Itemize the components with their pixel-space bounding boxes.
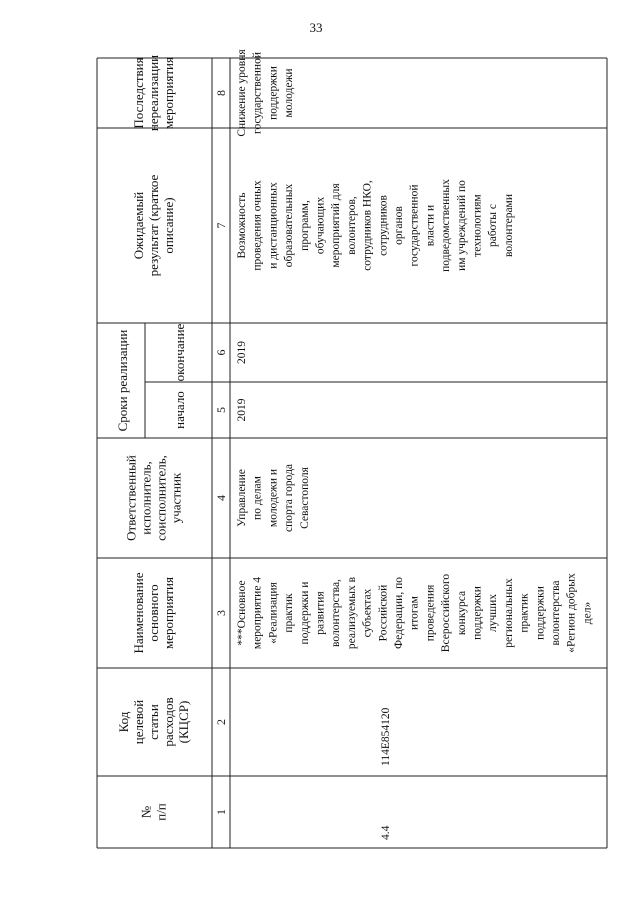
row-name-line: Российской	[377, 584, 390, 642]
header-c8-line: нереализации	[146, 54, 161, 132]
row-start-year: 2019	[236, 398, 248, 422]
table-rotated-group	[97, 49, 607, 848]
row-name-line: лучших	[487, 593, 500, 633]
row-responsible-line: спорта города	[283, 463, 296, 533]
row-name-line: проведения	[424, 584, 437, 642]
row-name-line: развития	[314, 591, 327, 635]
row-name-line: реализуемых в	[345, 576, 358, 650]
row-result-line: работы с	[487, 203, 500, 248]
row-name-line: итогам	[408, 596, 421, 630]
column-number: 7	[214, 222, 228, 229]
row-consequence-line: Снижение уровня	[236, 49, 248, 137]
column-number: 2	[214, 719, 228, 725]
header-c4-line: соисполнитель,	[153, 455, 169, 541]
row-name-line: Федерации, по	[393, 577, 405, 649]
header-c2-line: расходов	[161, 697, 176, 747]
row-name-line: региональных	[502, 578, 515, 648]
row-name-line: практик	[518, 593, 531, 633]
row-name-line: волонтерства,	[330, 579, 343, 647]
header-c1-line: п/п	[153, 803, 169, 821]
header-c4-line: участник	[168, 472, 184, 524]
row-name-line: конкурса	[455, 590, 468, 636]
header-start: начало	[172, 391, 187, 429]
row-result-line: органов	[393, 206, 405, 245]
row-result-line: Возможность	[236, 192, 248, 259]
row-consequence-line: государственной	[251, 52, 264, 134]
row-name-line: мероприятие 4	[251, 576, 264, 650]
row-code: 114Е854120	[380, 707, 392, 766]
row-result-line: технологиям	[471, 194, 484, 257]
header-c2-line: Код	[116, 711, 131, 733]
header-c4-line: исполнитель,	[138, 461, 154, 535]
row-responsible-line: Севастополя	[298, 467, 311, 529]
table-text	[115, 49, 593, 840]
header-c8-line: мероприятия	[161, 56, 176, 130]
column-number: 6	[214, 349, 228, 356]
header-c2-line: (КЦСР)	[176, 700, 191, 744]
row-result-line: обучающих	[314, 196, 327, 255]
header-end: окончание	[172, 323, 187, 382]
header-c3-line: основного	[146, 584, 161, 642]
row-name-line: поддержки	[471, 586, 484, 640]
row-name-line: «Реализация	[267, 582, 280, 644]
header-c2-line: целевой	[131, 699, 146, 745]
row-name-line: поддержки	[534, 586, 547, 640]
row-result-line: программ,	[298, 200, 311, 251]
row-name-line: практик	[283, 593, 296, 633]
header-c7-line: результат (краткое	[146, 174, 161, 277]
header-c2-line: статьи	[146, 704, 161, 740]
row-result-line: власти и	[424, 204, 437, 247]
column-number: 1	[214, 809, 228, 815]
row-name-line: ***Основное	[236, 580, 248, 646]
row-result-line: и дистанционных	[267, 182, 280, 269]
row-result-line: волонтеров,	[345, 196, 358, 255]
row-name-line: «Регион добрых	[565, 573, 578, 653]
row-name-line: поддержки и	[298, 581, 311, 645]
row-consequence-line: поддержки	[267, 66, 280, 120]
row-name-line: Всероссийского	[440, 573, 453, 653]
column-number: 4	[214, 495, 228, 501]
header-c3-line: мероприятия	[161, 576, 176, 650]
column-number: 8	[214, 90, 228, 96]
row-end-year: 2019	[236, 341, 248, 364]
row-responsible-line: молодежи и	[267, 468, 280, 528]
row-result-line: им учреждений по	[455, 180, 468, 271]
row-result-line: сотрудников	[377, 195, 390, 256]
row-name-line: субъектах	[361, 588, 374, 638]
header-c3-line: Наименование	[131, 572, 146, 654]
row-name-line: дел»	[581, 601, 594, 625]
header-c7-line: Ожидаемый	[131, 191, 146, 260]
header-c1-line: №	[138, 805, 154, 819]
row-responsible-line: Управление	[236, 469, 248, 527]
row-result-line: волонтерами	[502, 193, 515, 258]
column-number: 3	[214, 610, 228, 616]
header-sroki: Сроки реализации	[115, 329, 130, 432]
header-c7-line: описание)	[161, 197, 176, 254]
row-result-line: мероприятий для	[330, 183, 343, 268]
header-c8-line: Последствия	[131, 57, 146, 129]
row-consequence-line: молодежи	[283, 68, 296, 118]
row-result-line: образовательных	[283, 183, 296, 268]
row-result-line: проведения очных	[251, 180, 264, 271]
header-c4-line: Ответственный	[123, 455, 139, 541]
row-responsible-line: по делам	[251, 476, 264, 520]
page-number: 33	[309, 20, 323, 35]
row-result-line: государственной	[408, 184, 421, 267]
row-result-line: сотрудников НКО,	[361, 180, 374, 271]
column-number: 5	[214, 407, 228, 413]
row-number: 4.4	[380, 825, 392, 840]
row-name-line: волонтерства	[550, 580, 562, 646]
row-result-line: подведомственных	[440, 179, 453, 272]
